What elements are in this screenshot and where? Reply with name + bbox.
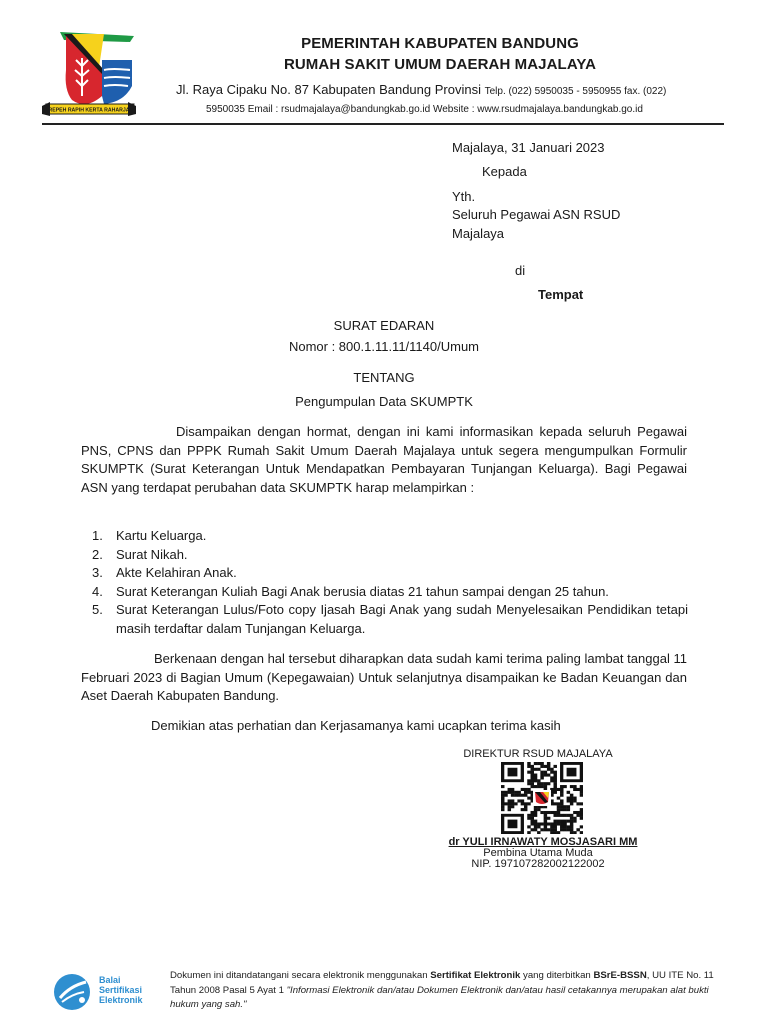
list-item-text: Surat Keterangan Kuliah Bagi Anak berusia diatas 21 tahun sampai dengan 25 tahun.: [116, 583, 609, 599]
tempat-label: Tempat: [538, 287, 584, 302]
tentang-label: TENTANG: [353, 370, 415, 385]
e-signature-notice: [170, 969, 715, 1013]
signatory-nip: NIP. 197107282002122002: [471, 858, 605, 870]
signatory-name: dr YULI IRNAWATY MOSJASARI MM: [448, 836, 638, 848]
notice-text-b: Sertifikat Elektronik: [430, 970, 521, 981]
letter-number: Nomor : 800.1.11.11/1140/Umum: [288, 339, 480, 354]
di-label: di: [515, 263, 526, 278]
letterhead-government: PEMERINTAH KABUPATEN BANDUNG: [301, 35, 579, 52]
signatory-role: DIREKTUR RSUD MAJALAYA: [463, 748, 613, 760]
list-item-number: 4.: [92, 583, 103, 599]
crest-motto: REPEH RAPIH KERTA RAHARJA: [48, 107, 130, 114]
body-paragraph-1: Disampaikan dengan hormat, dengan ini kami informasikan kepada seluruh Pegawai PNS, CPNS dan PPPK Rumah Sakit Umum Daerah Majalaya untuk segera mengumpulkan Formulir SKUMPTK (Surat Keterangan Untuk Mendapatkan Pembayaran Tunjangan Keluarga). Bagi Pegawai ASN yang terdapat perubahan data SKUMPTK harap melampirkan :: [81, 424, 687, 495]
list-item-number: 2.: [92, 546, 103, 562]
address-text: Jl. Raya Cipaku No. 87 Kabupaten Bandung Provinsi: [176, 82, 481, 97]
list-item: [92, 546, 688, 565]
letterhead-divider: [42, 123, 724, 125]
list-item-number: 1.: [92, 528, 103, 543]
notice-text-f: "Informasi Elektronik dan/atau Dokumen Elektronik dan/atau hasil cetakannya merupakan alat bukti hukum yang sah.": [170, 984, 709, 1010]
list-item-text: Surat Nikah.: [116, 546, 188, 562]
bsre-logo-line2: Sertifikasi: [99, 985, 143, 995]
recipient-line1: Seluruh Pegawai ASN RSUD: [452, 207, 621, 222]
bsre-logo-icon: [52, 972, 96, 1012]
list-item-number: 3.: [92, 565, 103, 581]
bsre-logo-text: [99, 975, 143, 1005]
notice-text-a: Dokumen ini ditandatangani secara elektronik menggunakan: [170, 970, 431, 981]
qr-code-icon: [501, 762, 583, 834]
list-item-text: Surat Keterangan Lulus/Foto copy Ijasah Bagi Anak yang sudah Menyelesaikan Pendidikan tetapi masih terdaftar dalam Tunjangan Keluarga.: [116, 602, 688, 636]
notice-text-d: BSrE-BSSN: [593, 970, 647, 981]
letterhead-hospital: RUMAH SAKIT UMUM DAERAH MAJALAYA: [283, 56, 597, 73]
bsre-logo-line1: Balai: [99, 975, 121, 985]
kepada-label: Kepada: [482, 164, 527, 179]
attachment-list: [92, 527, 688, 639]
yth-label: Yth.: [452, 189, 476, 204]
list-item-text: Akte Kelahiran Anak.: [116, 565, 237, 581]
list-item-text: Kartu Keluarga.: [116, 528, 207, 543]
list-item: [92, 527, 688, 546]
bsre-logo-line3: Elektronik: [99, 995, 143, 1005]
letter-title: SURAT EDARAN: [333, 318, 435, 333]
kabupaten-bandung-crest-icon: [42, 30, 136, 118]
letterhead-address: [176, 82, 736, 97]
letter-subject: Pengumpulan Data SKUMPTK: [295, 394, 473, 409]
body-paragraph-2: Berkenaan dengan hal tersebut diharapkan data sudah kami terima paling lambat tanggal 11 Februari 2023 di Bagian Umum (Kepegawaian) Untuk selanjutnya disampaikan ke Badan Keuangan dan Aset Daerah Kabupaten Bandung.: [81, 651, 687, 704]
recipient-line2: Majalaya: [452, 226, 505, 241]
list-item: [92, 564, 688, 583]
list-item-number: 5.: [92, 602, 103, 618]
closing-paragraph: Demikian atas perhatian dan Kerjasamanya kami ucapkan terima kasih: [151, 718, 561, 733]
phone-text: Telp. (022) 5950035 - 5950955 fax. (022): [484, 86, 667, 97]
notice-text-c: yang diterbitkan: [520, 970, 594, 981]
signatory-rank: Pembina Utama Muda: [483, 847, 593, 859]
notice-text-e: , UU ITE No. 11 Tahun 2008 Pasal 5 Ayat 1: [170, 970, 714, 996]
list-item: [92, 601, 688, 638]
list-item: [92, 583, 688, 602]
letterhead-contact: 5950035 Email : rsudmajalaya@bandungkab.go.id Website : www.rsudmajalaya.bandungkab.go.id: [206, 104, 643, 115]
place-date: Majalaya, 31 Januari 2023: [452, 140, 605, 155]
